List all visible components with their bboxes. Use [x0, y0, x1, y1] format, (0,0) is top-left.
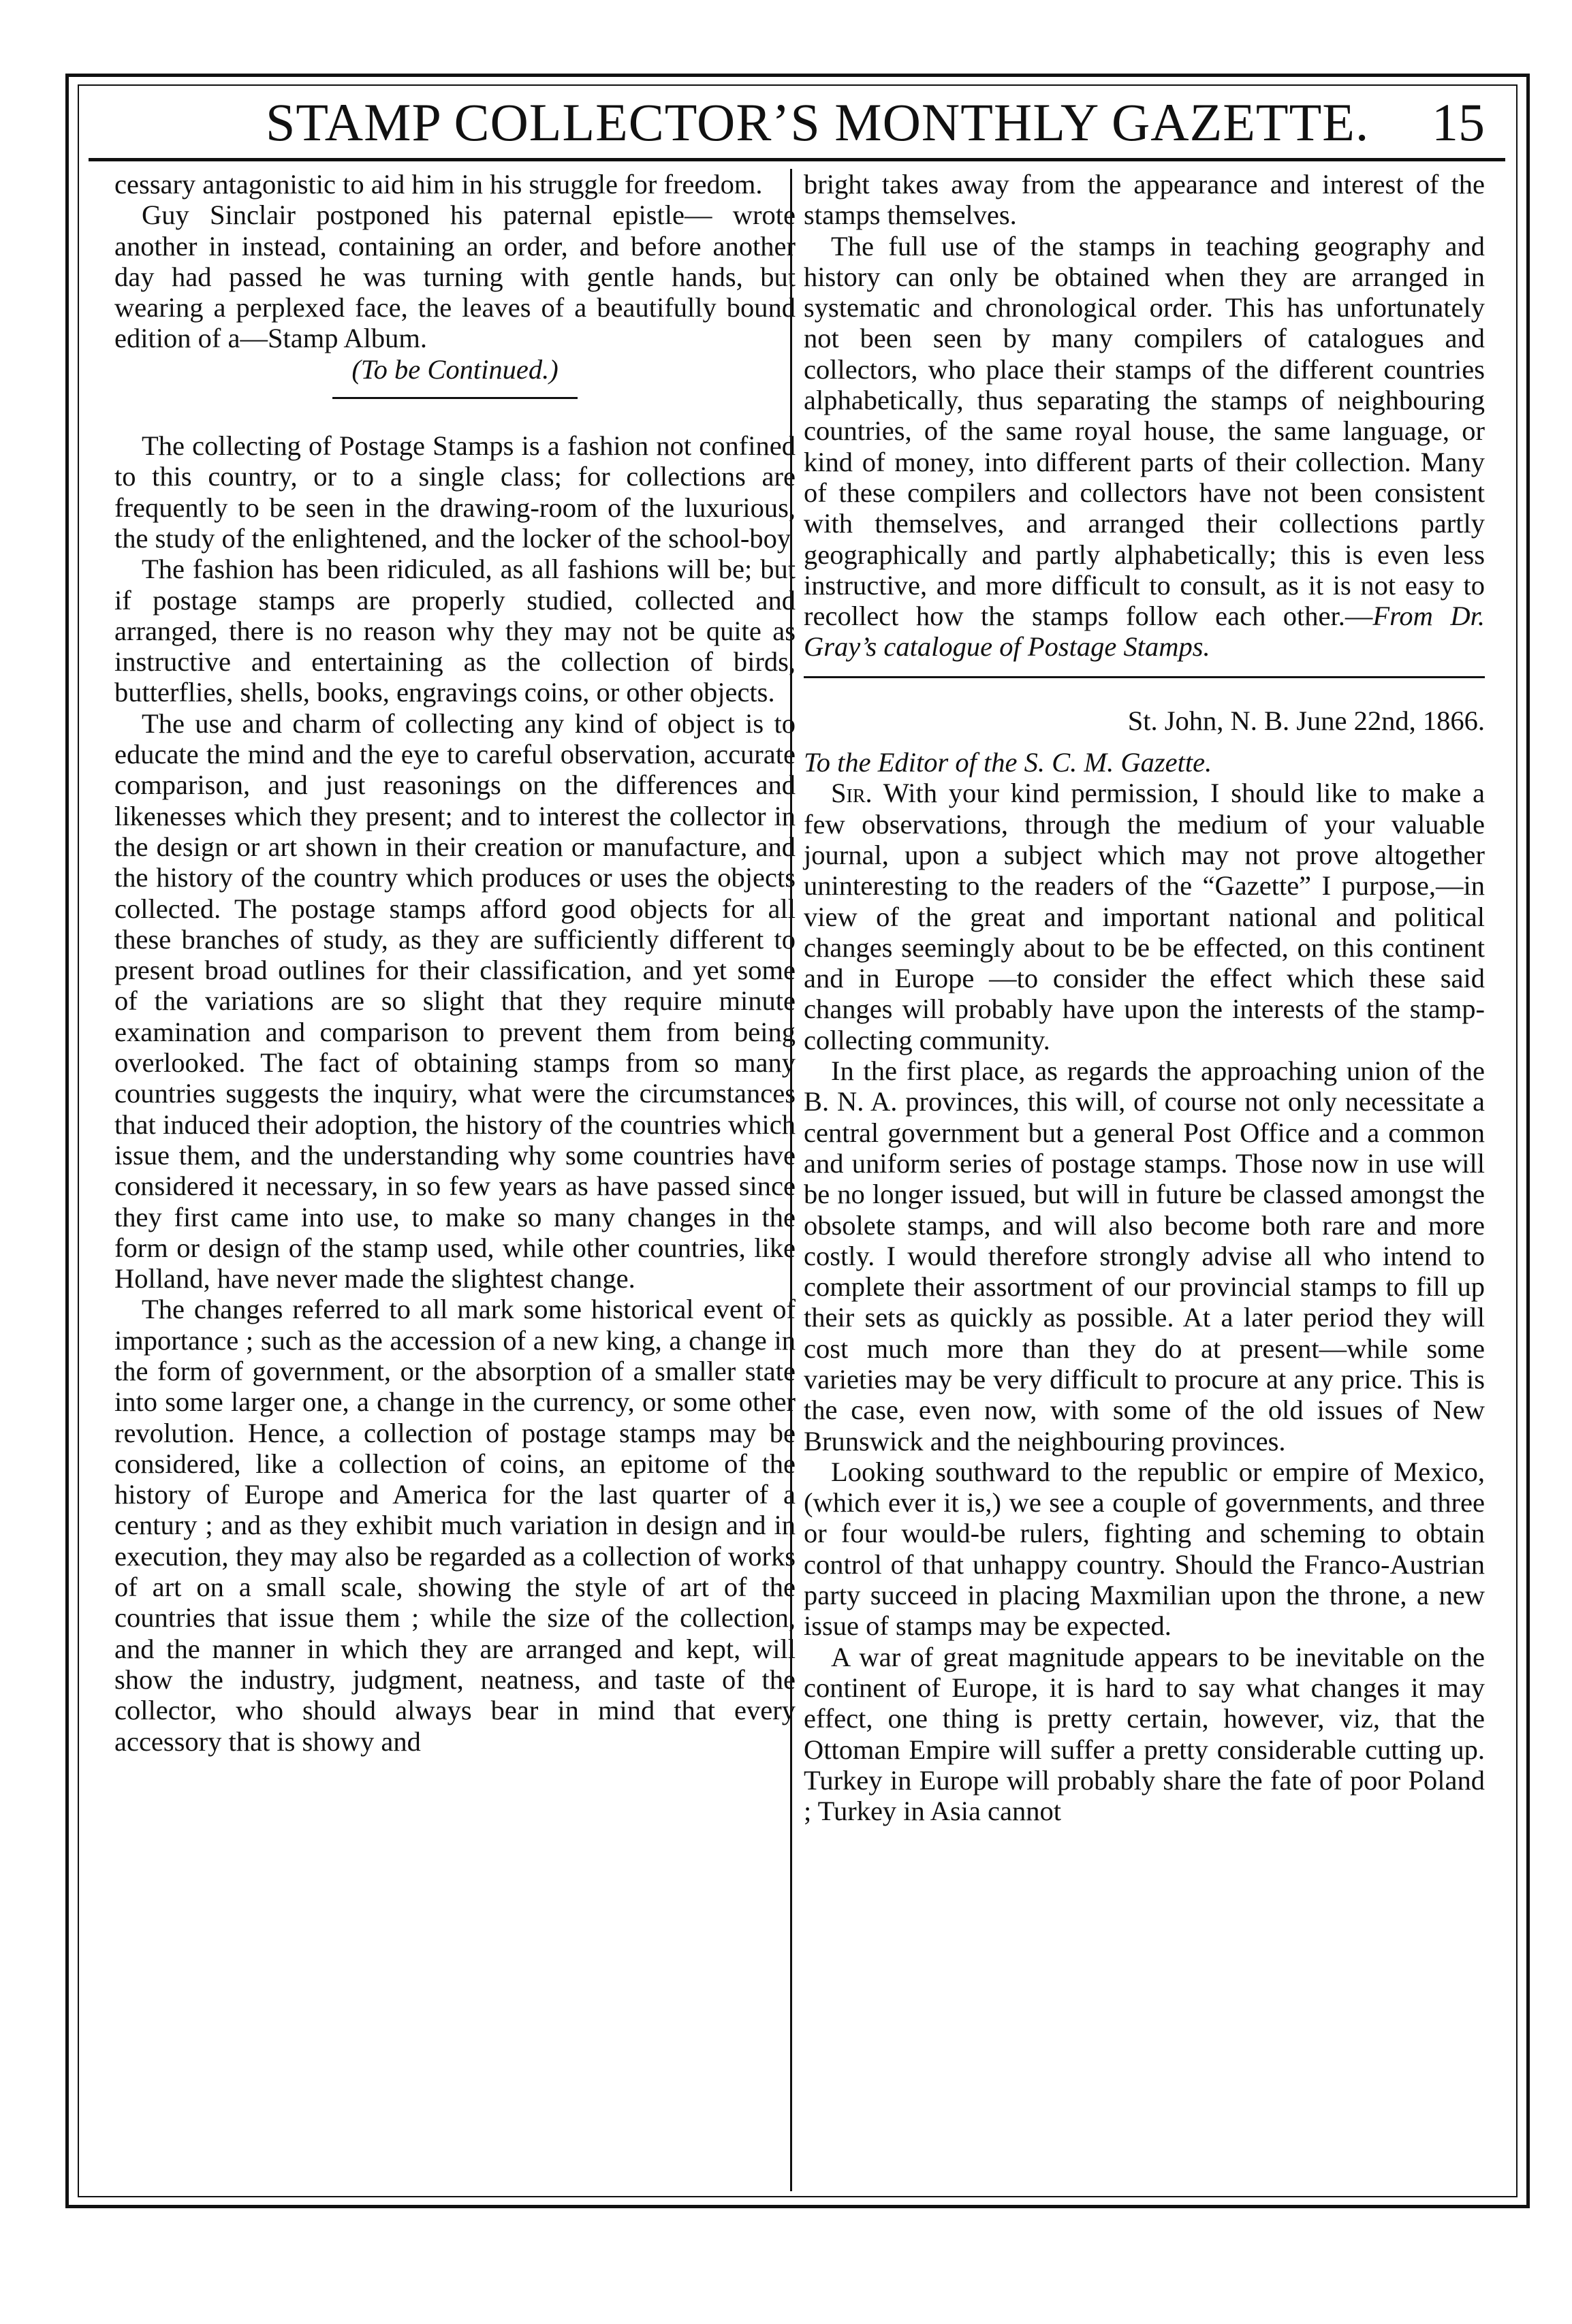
paragraph-text: The full use of the stamps in teaching geography and history can only be obtained when they are arranged in systematic and chronological order. This has unfortunately not been seen by many compilers of catalogues and collectors, who place their stamps of the different countries alphabetically, thus separating the stamps of neighbouring countries, of the same royal house, the same language, or kind of money, into different parts of their collection. Many of these compilers and collectors have not been consistent with themselves, and arranged their collections partly geographically and partly alphabetically; this is even less instructive, and more difficult to consult, as it is not easy to recollect how the stamps follow each other.—: [804, 230, 1485, 632]
dateline: St. John, N. B. June 22nd, 1866.: [1127, 705, 1485, 736]
header-rule: [89, 158, 1505, 161]
running-header: [89, 89, 1505, 157]
paragraph: [804, 231, 1485, 663]
paragraph: The use and charm of collecting any kind of object is to educate the mind and the eye to careful observation, accurate comparison, and just reasonings on the differences and likenesses which they present; and to interest the collector in the design or art shown in their creation or manufacture, and the history of the country which produces or uses the objects collected. The postage stamps afford good objects for all these branches of study, as they are sufficiently different to present broad outlines for their classification, and yet some of the variations are so slight that they require minute examination and comparison to prevent them from being overlooked. The fact of obtaining stamps from so many countries suggests the inquiry, what were the circumstances that induced their adoption, the history of the countries which issue them, and the understanding why some countries have considered it necessary, in so few years as have passed since they first came into use, to make so many changes in the form or design of the stamp used, while other countries, like Holland, have never made the slightest change.: [114, 707, 796, 1294]
paragraph: Looking southward to the republic or empire of Mexico, (which ever it is,) we see a couple of governments, and three or four would-be rulers, fighting and scheming to obtain control of that unhappy country. Should the Franco-Austrian party succeed in placing Maxmilian upon the throne, a new issue of stamps may be expected.: [804, 1456, 1485, 1642]
column-divider: [790, 169, 792, 2191]
to-be-continued: (To be Continued.): [351, 353, 559, 385]
paragraph: The collecting of Postage Stamps is a fashion not confined to this country, or to a single class; for collections are frequently to be seen in the drawing-room of the luxurious, the study of the enlightened, and the locker of the school-boy: [114, 430, 796, 554]
section-divider: [804, 676, 1485, 678]
paragraph: The fashion has been ridiculed, as all fashions will be; but if postage stamps are properly studied, collected and arranged, there is no reason why they may not be quite as instructive and entertaining as the collection of birds, butterflies, shells, books, engravings coins, or other objects.: [114, 554, 796, 708]
citation: From Dr. Gray’s catalogue of Postage Stamps.: [804, 601, 1485, 663]
right-column: [804, 169, 1485, 1826]
section-divider: [332, 397, 578, 399]
paragraph: cessary antagonistic to aid him in his struggle for freedom.: [114, 169, 763, 200]
paragraph-text: With your kind permission, I should like to make a few observations, through the medium of your valuable journal, upon a subject which may not prove altogether uninteresting to the readers of the “Gazette” I purpose,—in view of the great and important national and political changes seemingly about to be be effected, on this continent and in Europe —to consider the effect which these said changes will probably have upon the interests of the stamp-collecting community.: [804, 778, 1485, 1055]
paragraph: bright takes away from the appearance and interest of the stamps themselves.: [804, 169, 1485, 231]
paragraph: The changes referred to all mark some historical event of importance ; such as the accession of a new king, a change in the form of government, or the absorption of a smaller state into some larger one, a change in the currency, or some other revolution. Hence, a collection of postage stamps may be considered, like a collection of coins, an epitome of the history of Europe and America for the last quarter of a century ; and as they exhibit much variation in design and in execution, they may also be regarded as a collection of works of art on a small scale, showing the style of art of the countries that issue them ; while the size of the collection, and the manner in which they are arranged and kept, will show the industry, judgment, neatness, and taste of the collector, who should always bear in mind that every accessory that is showy and: [114, 1294, 796, 1757]
paragraph: Guy Sinclair postponed his paternal epistle— wrote another in instead, containing an order, and before another day had passed he was turning with gentle hands, but wearing a perplexed face, the leaves of a beautifully bound edition of a—Stamp Album.: [114, 200, 796, 354]
sir-opening: Sir.: [831, 778, 873, 809]
left-column: [114, 169, 796, 1757]
paragraph: A war of great magnitude appears to be inevitable on the continent of Europe, it is hard to say what changes it may effect, one thing is pretty certain, however, viz, that the Ottoman Empire will suffer a pretty considerable cutting up. Turkey in Europe will probably share the fate of poor Poland ; Turkey in Asia cannot: [804, 1641, 1485, 1827]
periodical-title: STAMP COLLECTOR’S MONTHLY GAZETTE.: [266, 93, 1370, 152]
paragraph: In the first place, as regards the approaching union of the B. N. A. provinces, this will, of course not only necessitate a central government but a general Post Office and a common and uniform series of postage stamps. Those now in use will be no longer issued, but will in future be classed amongst the obsolete stamps, and will also become both rare and more costly. I would therefore strongly advise all who intend to complete their assortment of our provincial stamps to fill up their sets as quickly as possible. At a later period they will cost much more than they do at present—while some varieties may be very difficult to procure at any price. This is the case, even now, with some of the old issues of New Brunswick and the neighbouring provinces.: [804, 1055, 1485, 1457]
page-number: 15: [1432, 93, 1485, 152]
paragraph: [804, 778, 1485, 1055]
salutation: To the Editor of the S. C. M. Gazette.: [804, 747, 1212, 778]
